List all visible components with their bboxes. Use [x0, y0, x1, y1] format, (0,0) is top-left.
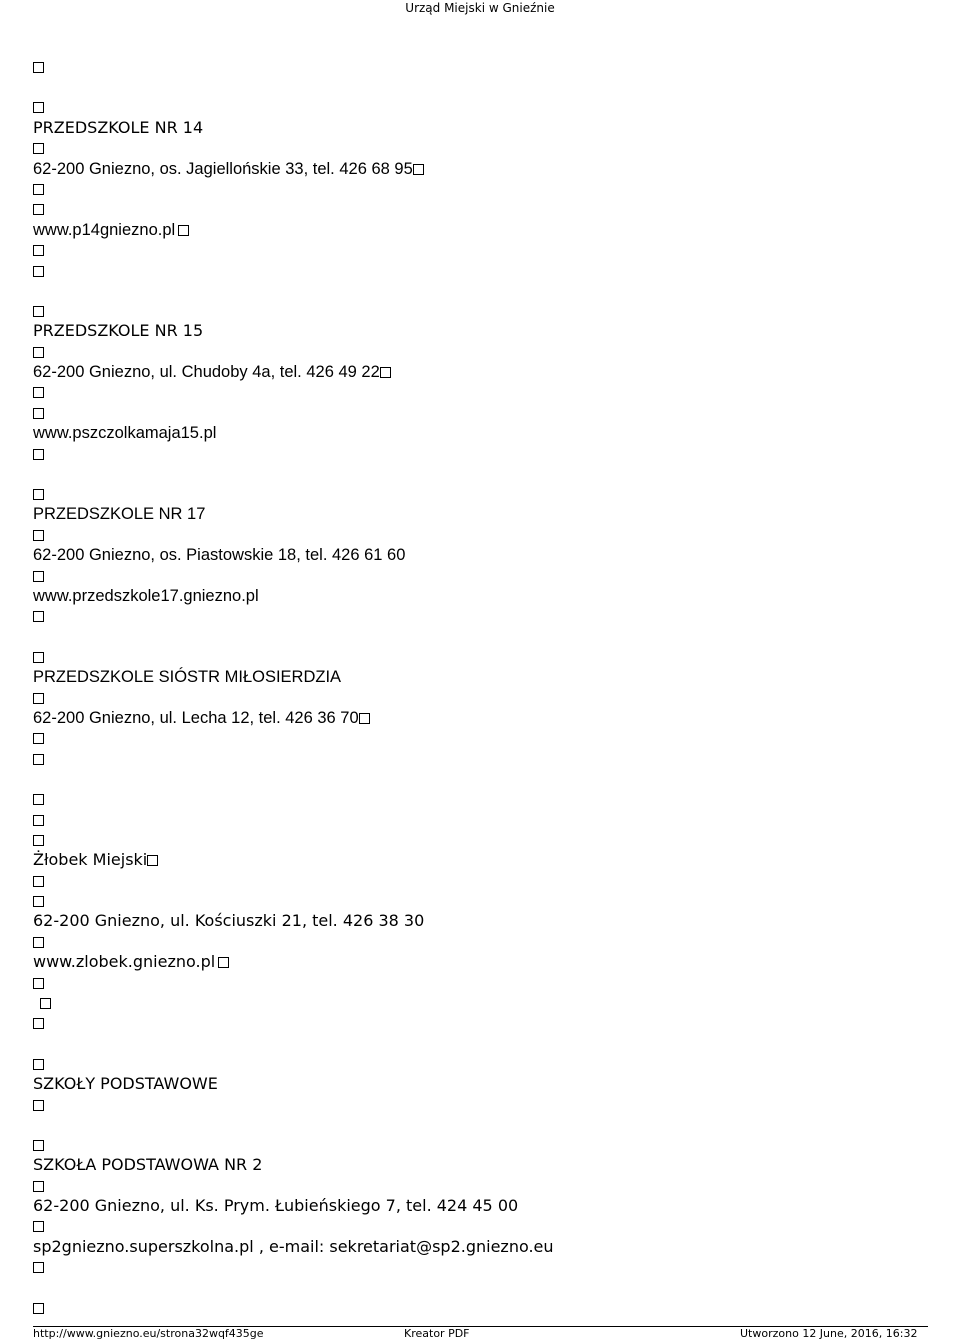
- box-glyph-icon: [33, 1262, 44, 1273]
- glyph-line: [33, 240, 44, 260]
- glyph-line: [33, 789, 44, 809]
- glyph-line: [33, 1176, 44, 1196]
- website-link[interactable]: www.przedszkole17.gniezno.pl: [33, 587, 259, 605]
- box-glyph-icon: [33, 449, 44, 460]
- box-glyph-icon: [413, 164, 424, 175]
- box-glyph-icon: [33, 896, 44, 907]
- glyph-line: [33, 1095, 44, 1115]
- glyph-line: [33, 199, 44, 219]
- glyph-line: [33, 1054, 44, 1074]
- box-glyph-icon: [33, 306, 44, 317]
- address-line: 62-200 Gniezno, ul. Kościuszki 21, tel. 426 38 30: [33, 911, 425, 930]
- box-glyph-icon: [33, 571, 44, 582]
- box-glyph-icon: [33, 978, 44, 989]
- glyph-line: [33, 606, 44, 626]
- box-glyph-icon: [380, 367, 391, 378]
- glyph-line: [33, 728, 44, 748]
- footer-url[interactable]: http://www.gniezno.eu/strona32wqf435ge: [33, 1327, 264, 1340]
- institution-name: Żłobek Miejski: [33, 850, 148, 869]
- box-glyph-icon: [33, 143, 44, 154]
- glyph-line: [33, 1216, 44, 1236]
- box-glyph-icon: [33, 876, 44, 887]
- glyph-line: [33, 1135, 44, 1155]
- glyph-line: [33, 97, 44, 117]
- glyph-line: [33, 566, 44, 586]
- address-line: 62-200 Gniezno, os. Piastowskie 18, tel. 426 61 60: [33, 546, 406, 564]
- box-glyph-icon: [147, 855, 158, 866]
- box-glyph-icon: [33, 347, 44, 358]
- institution-name: PRZEDSZKOLE NR 14: [33, 118, 204, 137]
- box-glyph-icon: [218, 957, 229, 968]
- website-line: [33, 952, 229, 972]
- box-glyph-icon: [33, 62, 44, 73]
- box-glyph-icon: [359, 713, 370, 724]
- section-heading: SZKOŁY PODSTAWOWE: [33, 1074, 218, 1093]
- box-glyph-icon: [33, 489, 44, 500]
- box-glyph-icon: [33, 530, 44, 541]
- glyph-line: [40, 993, 51, 1013]
- website-link[interactable]: www.pszczolkamaja15.pl: [33, 424, 217, 442]
- glyph-line: [33, 749, 44, 769]
- website-line: [33, 586, 259, 606]
- glyph-line: [33, 1013, 44, 1033]
- box-glyph-icon: [33, 1181, 44, 1192]
- website-link[interactable]: www.zlobek.gniezno.pl: [33, 952, 216, 971]
- box-glyph-icon: [33, 245, 44, 256]
- box-glyph-icon: [33, 835, 44, 846]
- box-glyph-icon: [33, 815, 44, 826]
- address-line: 62-200 Gniezno, ul. Ks. Prym. Łubieńskiego 7, tel. 424 45 00: [33, 1196, 519, 1215]
- footer-created: Utworzono 12 June, 2016, 16:32: [740, 1327, 918, 1340]
- box-glyph-icon: [33, 794, 44, 805]
- glyph-line: [33, 973, 44, 993]
- page-footer: [0, 1326, 960, 1341]
- glyph-line: [33, 444, 44, 464]
- address-text: 62-200 Gniezno, ul. Lecha 12, tel. 426 36 70: [33, 709, 359, 727]
- address-text: 62-200 Gniezno, os. Jagiellońskie 33, tel. 426 68 95: [33, 160, 413, 178]
- glyph-line: [33, 382, 44, 402]
- box-glyph-icon: [33, 184, 44, 195]
- box-glyph-icon: [33, 1221, 44, 1232]
- box-glyph-icon: [33, 102, 44, 113]
- glyph-line: [33, 525, 44, 545]
- box-glyph-icon: [33, 1059, 44, 1070]
- website-line: [33, 220, 189, 240]
- website-line: [33, 423, 216, 443]
- box-glyph-icon: [178, 225, 189, 236]
- address-line: [33, 159, 424, 179]
- box-glyph-icon: [40, 998, 51, 1009]
- box-glyph-icon: [33, 733, 44, 744]
- institution-line: [33, 850, 158, 870]
- box-glyph-icon: [33, 611, 44, 622]
- box-glyph-icon: [33, 1018, 44, 1029]
- footer-creator: Kreator PDF: [404, 1327, 470, 1340]
- box-glyph-icon: [33, 204, 44, 215]
- box-glyph-icon: [33, 693, 44, 704]
- glyph-line: [33, 830, 44, 850]
- glyph-line: [33, 403, 44, 423]
- glyph-line: [33, 484, 44, 504]
- address-text: 62-200 Gniezno, ul. Chudoby 4a, tel. 426 49 22: [33, 363, 380, 381]
- glyph-line: [33, 871, 44, 891]
- website-link[interactable]: www.p14gniezno.pl: [33, 221, 176, 239]
- glyph-line: [33, 301, 44, 321]
- box-glyph-icon: [33, 266, 44, 277]
- box-glyph-icon: [33, 937, 44, 948]
- institution-name: SZKOŁA PODSTAWOWA NR 2: [33, 1155, 263, 1174]
- glyph-line: [33, 1257, 44, 1277]
- box-glyph-icon: [33, 408, 44, 419]
- box-glyph-icon: [33, 652, 44, 663]
- glyph-line: [33, 688, 44, 708]
- glyph-line: [33, 1298, 44, 1318]
- glyph-line: [33, 57, 44, 77]
- institution-name: PRZEDSZKOLE NR 17: [33, 505, 206, 523]
- glyph-line: [33, 810, 44, 830]
- page-header: Urząd Miejski w Gnieźnie: [405, 1, 555, 15]
- glyph-line: [33, 342, 44, 362]
- glyph-line: [33, 647, 44, 667]
- glyph-line: [33, 179, 44, 199]
- institution-name: PRZEDSZKOLE NR 15: [33, 321, 204, 340]
- glyph-line: [33, 138, 44, 158]
- box-glyph-icon: [33, 1303, 44, 1314]
- box-glyph-icon: [33, 754, 44, 765]
- website-line[interactable]: sp2gniezno.superszkolna.pl , e-mail: sekretariat@sp2.gniezno.eu: [33, 1237, 554, 1256]
- box-glyph-icon: [33, 1100, 44, 1111]
- address-line: [33, 708, 370, 728]
- glyph-line: [33, 261, 44, 281]
- box-glyph-icon: [33, 1140, 44, 1151]
- glyph-line: [33, 932, 44, 952]
- address-line: [33, 362, 391, 382]
- glyph-line: [33, 891, 44, 911]
- institution-name: PRZEDSZKOLE SIÓSTR MIŁOSIERDZIA: [33, 668, 342, 686]
- box-glyph-icon: [33, 387, 44, 398]
